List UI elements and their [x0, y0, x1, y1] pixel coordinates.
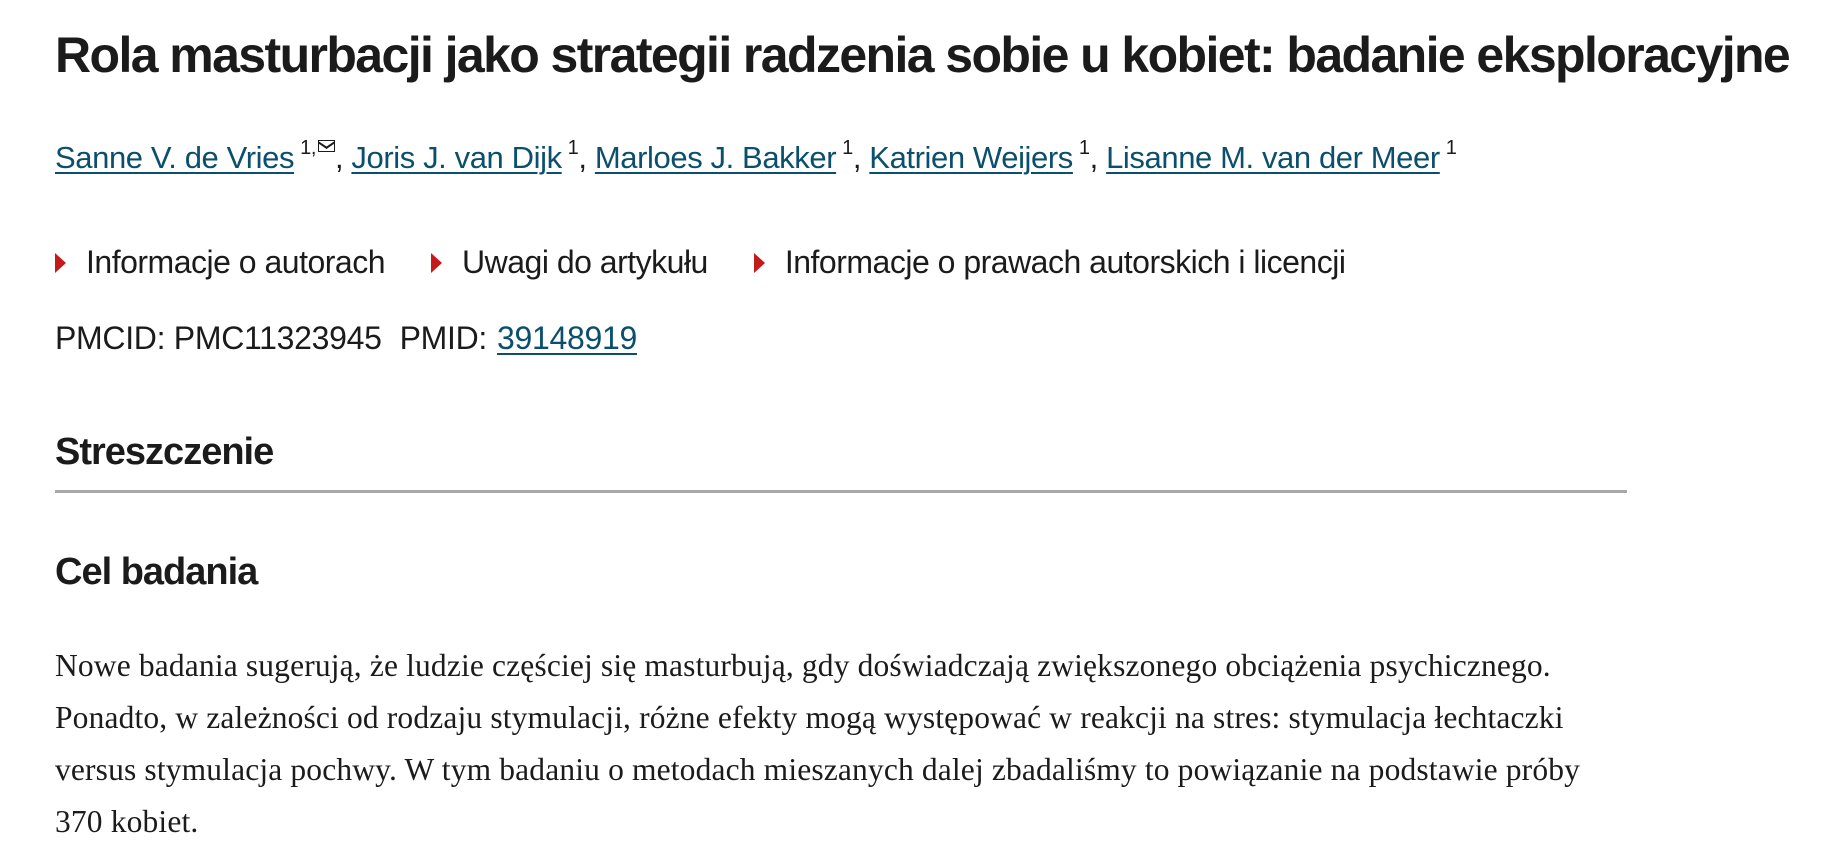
pmid-label: PMID:: [399, 320, 488, 356]
envelope-icon[interactable]: [318, 140, 335, 152]
author-affiliation: 1: [842, 137, 853, 159]
abstract-paragraph: Nowe badania sugerują, że ludzie częściej się masturbują, gdy doświadczają zwiększonego obciążenia psychicznego. Ponadto, w zależności od rodzaju stymulacji, różne efekty mogą występować w reakcji na stres: stymulacja łechtaczki versus stymulacja pochwy. W tym badaniu o metodach mieszanych dalej zbadaliśmy to powiązanie na podstawie próby 370 kobiet.: [55, 648, 1581, 839]
pmcid-value: PMC11323945: [173, 320, 382, 356]
author-list: Sanne V. de Vries $^{1,}$ , Joris J. van Dijk $^1$, Marloes J. Bakker $^1$, Katrien Weijers $^1$, Lisanne M. van der Meer $^1$: [55, 137, 1457, 175]
subsection-title: Cel badania: [55, 551, 258, 593]
accordion-label: Uwagi do artykułu: [462, 244, 708, 280]
triangle-right-icon: [431, 253, 442, 273]
accordion-label: Informacje o prawach autorskich i licencji: [784, 244, 1346, 280]
triangle-right-icon: [754, 253, 765, 273]
author-link[interactable]: Sanne V. de Vries: [55, 140, 295, 175]
author-link[interactable]: Marloes J. Bakker: [594, 140, 837, 175]
author-affiliation: 1,: [300, 137, 335, 159]
pmid-link[interactable]: 39148919: [497, 320, 637, 356]
author-link[interactable]: Katrien Weijers: [869, 140, 1073, 175]
pmcid-label: PMCID:: [55, 320, 166, 356]
article-info-accordions: [55, 244, 1391, 281]
triangle-right-icon: [55, 253, 66, 273]
accordion-label: Informacje o autorach: [86, 244, 385, 280]
section-divider: [55, 490, 1627, 493]
accordion-author-info[interactable]: [55, 244, 385, 281]
author-link[interactable]: Joris J. van Dijk: [351, 140, 562, 175]
article-identifiers: [55, 320, 637, 357]
author-affiliation: 1: [1445, 137, 1457, 159]
author-affiliation: 1: [567, 137, 579, 159]
accordion-article-notes[interactable]: [431, 244, 708, 281]
article-title: Rola masturbacji jako strategii radzenia sobie u kobiet: badanie eksploracyjne: [55, 27, 1790, 83]
author-affiliation: 1: [1078, 137, 1090, 159]
section-title-abstract: Streszczenie: [55, 431, 274, 473]
author-link[interactable]: Lisanne M. van der Meer: [1106, 140, 1440, 175]
accordion-copyright-license[interactable]: [754, 244, 1346, 281]
